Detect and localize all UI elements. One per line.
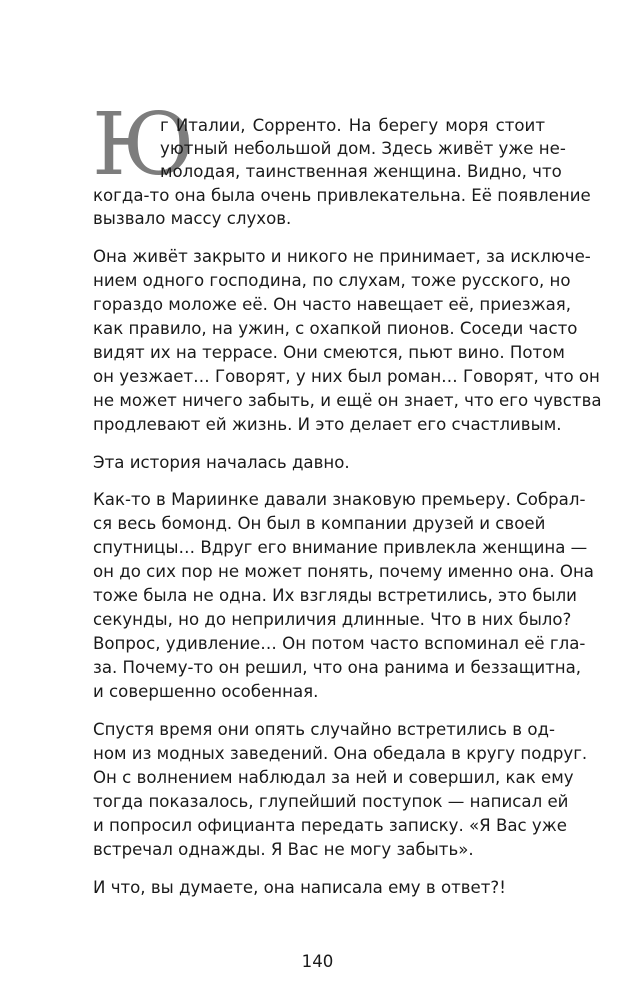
text-line: Вопрос, удивление… Он потом часто вспоминал её гла-: [93, 634, 586, 653]
text-line: г Италии, Сорренто. На берегу моря стоит: [160, 116, 545, 135]
text-line: и совершенно особенная.: [93, 682, 319, 701]
drop-cap: Ю: [92, 95, 193, 195]
text-line: и попросил официанта передать записку. «Я Вас уже: [93, 816, 567, 835]
text-line: уютный небольшой дом. Здесь живёт уже не-: [160, 139, 566, 158]
text-line: видят их на террасе. Они смеются, пьют вино. Потом: [93, 343, 565, 362]
text-line: Она живёт закрыто и никого не принимает, за исключе-: [93, 247, 591, 266]
text-line: тогда показалось, глупейший поступок — написал ей: [93, 792, 569, 811]
text-line: секунды, но до неприличия длинные. Что в них было?: [93, 610, 572, 629]
page-number: 140: [301, 952, 334, 971]
text-line: вызвало массу слухов.: [93, 209, 292, 228]
text-line: спутницы… Вдруг его внимание привлекла женщина —: [93, 538, 588, 557]
text-line: Он с волнением наблюдал за ней и совершил, как ему: [93, 768, 574, 787]
text-line: ном из модных заведений. Она обедала в кругу подруг.: [93, 744, 588, 763]
text-line: встречал однажды. Я Вас не могу забыть».: [93, 840, 474, 859]
text-line: не может ничего забыть, и ещё он знает, что его чувства: [93, 391, 602, 410]
text-line: продлевают ей жизнь. И это делает его счастливым.: [93, 415, 562, 434]
text-line: гораздо моложе её. Он часто навещает её, приезжая,: [93, 295, 571, 314]
text-line: Спустя время они опять случайно встретились в од-: [93, 720, 555, 739]
text-line: ся весь бомонд. Он был в компании друзей и своей: [93, 514, 546, 533]
text-line: И что, вы думаете, она написала ему в ответ?!: [93, 878, 506, 897]
text-line: как правило, на ужин, с охапкой пионов. Соседи часто: [93, 319, 578, 338]
text-line: нием одного господина, по слухам, тоже русского, но: [93, 271, 571, 290]
text-line: он уезжает… Говорят, у них был роман… Говорят, что он: [93, 367, 600, 386]
text-line: молодая, таинственная женщина. Видно, что: [160, 162, 562, 181]
text-line: за. Почему-то он решил, что она ранима и беззащитна,: [93, 658, 582, 677]
text-line: тоже была не одна. Их взгляды встретились, это были: [93, 586, 577, 605]
text-line: когда-то она была очень привлекательна. Её появление: [93, 186, 591, 205]
text-line: Эта история началась давно.: [93, 453, 350, 472]
text-line: Как-то в Мариинке давали знаковую премьеру. Собрал-: [93, 490, 586, 509]
text-line: он до сих пор не может понять, почему именно она. Она: [93, 562, 594, 581]
